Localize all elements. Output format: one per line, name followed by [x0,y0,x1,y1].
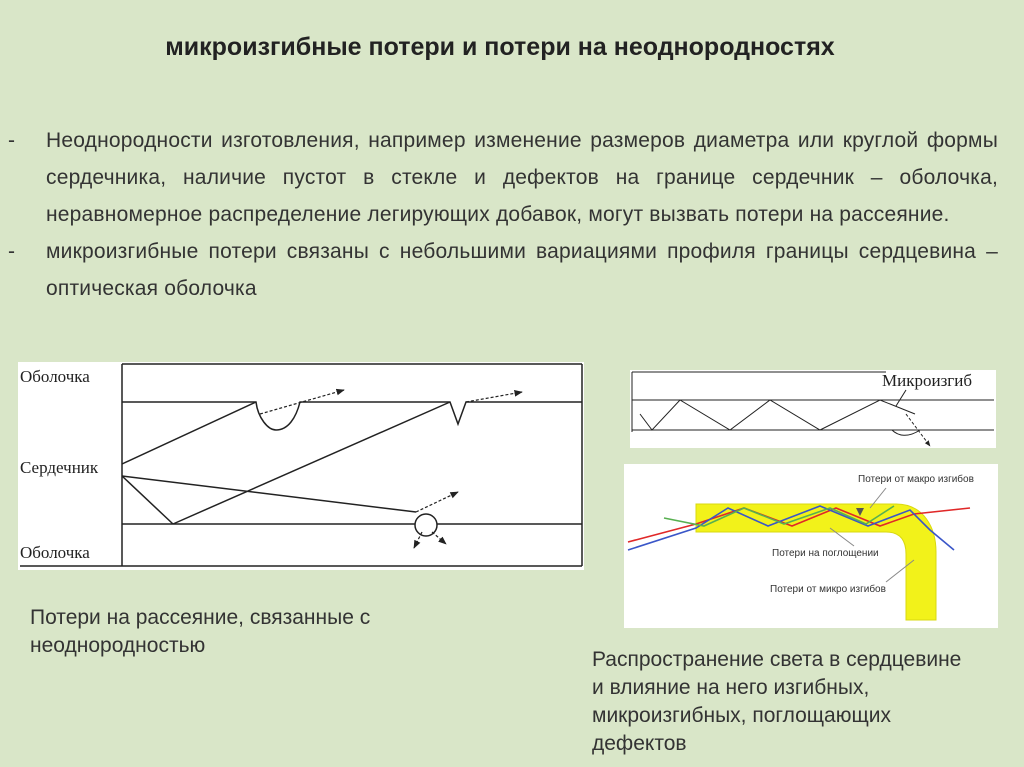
scatter-arrow [432,532,446,544]
bullet-list [8,122,998,307]
label-cladding-top: Оболочка [20,367,90,386]
scatter-arrow [466,392,522,402]
bullet-marker: - [8,129,16,152]
ray [122,476,173,524]
zigzag-ray [640,400,915,430]
pointer-line [896,390,906,406]
bullet-text: микроизгибные потери связаны с небольшими вариациями профиля границы сердцевина – оптическая оболочка [46,240,998,300]
label-microbend: Микроизгиб [882,371,973,390]
label-micro-loss: Потери от микро изгибов [770,584,886,595]
bullet-marker: - [8,240,16,263]
bullet-item [8,233,998,307]
scattering-figure [18,362,584,570]
upper-boundary [122,402,582,430]
scatter-arrow [416,492,458,512]
bullet-text: Неоднородности изготовления, например изменение размеров диаметра или круглой формы сердечника, наличие пустот в стекле и дефектов на границе сердечник – оболочка, неравномерное распределение легирующих добавок, могут вызвать потери на рассеяние. [46,129,998,226]
scattering-diagram [18,362,584,570]
fiber-bend [696,504,936,620]
label-absorption-loss: Потери на поглощении [772,548,879,559]
label-core: Сердечник [20,458,99,477]
slide-title: микроизгибные потери и потери на неоднородностях [165,33,835,61]
ray [122,402,256,464]
microbend-diagram [630,370,996,448]
label-macro-loss: Потери от макро изгибов [858,474,974,485]
bullet-item [8,122,998,233]
bend-caption: Распространение света в сердцевине и влияние на него изгибных, микроизгибных, поглощающих дефектов [592,648,962,755]
scattering-caption: Потери на рассеяние, связанные с неоднородностью [30,606,371,657]
ray [173,402,450,524]
scatter-arrow [414,532,422,548]
bend-diagram [624,464,998,628]
microbend-bump [892,430,920,435]
bend-figure [624,464,998,628]
label-cladding-bottom: Оболочка [20,543,90,562]
microbend-figure [630,370,996,448]
